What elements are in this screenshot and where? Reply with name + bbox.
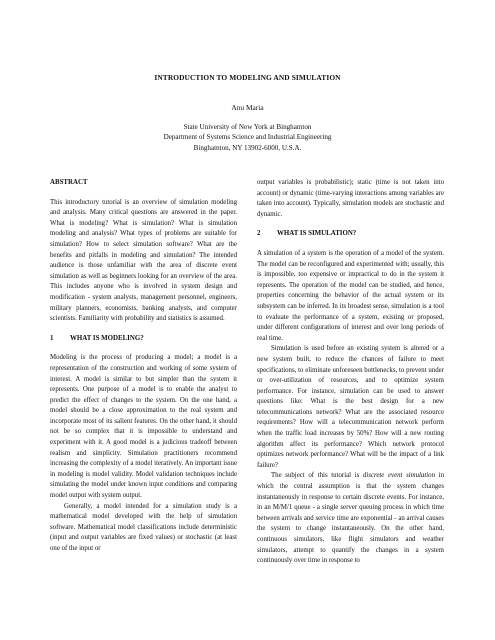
section-number: 2 — [257, 230, 261, 238]
section-title: WHAT IS MODELING? — [70, 334, 144, 342]
section-2-paragraph: A simulation of a system is the operation of a model of the system. The model can be reconfigured and experimented with; usually, this is impossible, too expensive or impractical to do in the system it represents. The operation of the model can be studied, and hence, properties concerning the behavior of the actual system or its subsystem can be inferred. In its broadest sense, simulation is a tool to evaluate the performance of a system, existing or proposed, under different configurations of interest and over long periods of real time. — [257, 249, 444, 342]
section-2-heading — [257, 229, 444, 240]
affiliation-line: State University of New York at Binghamton — [183, 123, 312, 131]
section-2-paragraph — [257, 471, 444, 566]
section-1-paragraph: Generally, a model intended for a simulation study is a mathematical model developed with the help of simulation software. Mathematical model classifications include deterministic (input and output variables are fixed values) or stochastic (at least one of the input or — [50, 502, 237, 552]
section-2-paragraph: Simulation is used before an existing system is altered or a new system built, to reduce the chances of failure to meet specifications, to eliminate unforeseen bottlenecks, to prevent under or over-utilization of resources, and to optimize system performance. For instance, simulation can be used to answer questions like: What is the best design for a new telecommunications network? What are the associated resource requirements? How will a telecommunication network perform when the traffic load increases by 50%? How will a new routing algorithm affect its performance? Which network protocol optimizes network performance? What will be the impact of a link failure? — [257, 345, 444, 469]
affiliation-block — [0, 122, 495, 153]
emphasized-term: discrete event simulation — [362, 472, 435, 480]
section-1-heading — [50, 334, 237, 345]
abstract-text: This introductory tutorial is an overview of simulation modeling and analysis. Many critical questions are answered in the paper. What is modeling? What is simulation? What is simulation modeling and analysis? What types of problems are suitable for simulation? How to select simulation software? What are the benefits and pitfalls in modeling and simulation? The intended audience is those unfamiliar with the area of discrete event simulation as well as beginners looking for an overview of the area. This includes anyone who is involved in system design and modification - system analysts, management personnel, engineers, military planners, economists, banking analysts, and computer scientists. Familiarity with probability and statistics is assumed. — [50, 198, 237, 323]
author-name: Anu Maria — [231, 103, 264, 112]
abstract-heading: ABSTRACT — [50, 179, 88, 186]
right-column — [257, 178, 444, 567]
paragraph-text: in which the central assumption is that the system changes instantaneously in response to certain discrete events. For instance, in an M/M/1 queue - a single server queuing process in which time between arrivals and service time are exponential - an arrival causes the system to change instantaneously. On the other hand, continuous simulators, like flight simulators and weather simulators, attempt to quantify the changes in a system continuously over time in response to — [257, 472, 444, 565]
paragraph-text: The subject of this tutorial is — [271, 472, 363, 480]
section-1-paragraph-continued: output variables is probabilistic); static (time is not taken into account) or dynamic (time-varying interactions among variables are taken into account). Typically, simulation models are stochastic and dynamic. — [257, 179, 444, 218]
paper-title: INTRODUCTION TO MODELING AND SIMULATION — [154, 73, 341, 82]
affiliation-line: Department of Systems Science and Industrial Engineering — [163, 133, 332, 142]
affiliation-line: Binghamton, NY 13902-6000, U.S.A. — [193, 143, 302, 152]
section-title: WHAT IS SIMULATION? — [277, 230, 357, 238]
section-1-paragraph: Modeling is the process of producing a model; a model is a representation of the construction and working of some system of interest. A model is similar to but simpler than the system it represents. One purpose of a model is to enable the analyst to predict the effect of changes to the system. On the one hand, a model should be a close approximation to the real system and incorporate most of its salient features. On the other hand, it should not be so complex that it is impossible to understand and experiment with it. A good model is a judicious tradeoff between realism and simplicity. Simulation practitioners recommend increasing the complexity of a model iteratively. An important issue in modeling is model validity. Model validation techniques include simulating the model under known input conditions and comparing model output with system output. — [50, 354, 237, 500]
left-column — [50, 178, 237, 555]
section-number: 1 — [50, 334, 54, 342]
